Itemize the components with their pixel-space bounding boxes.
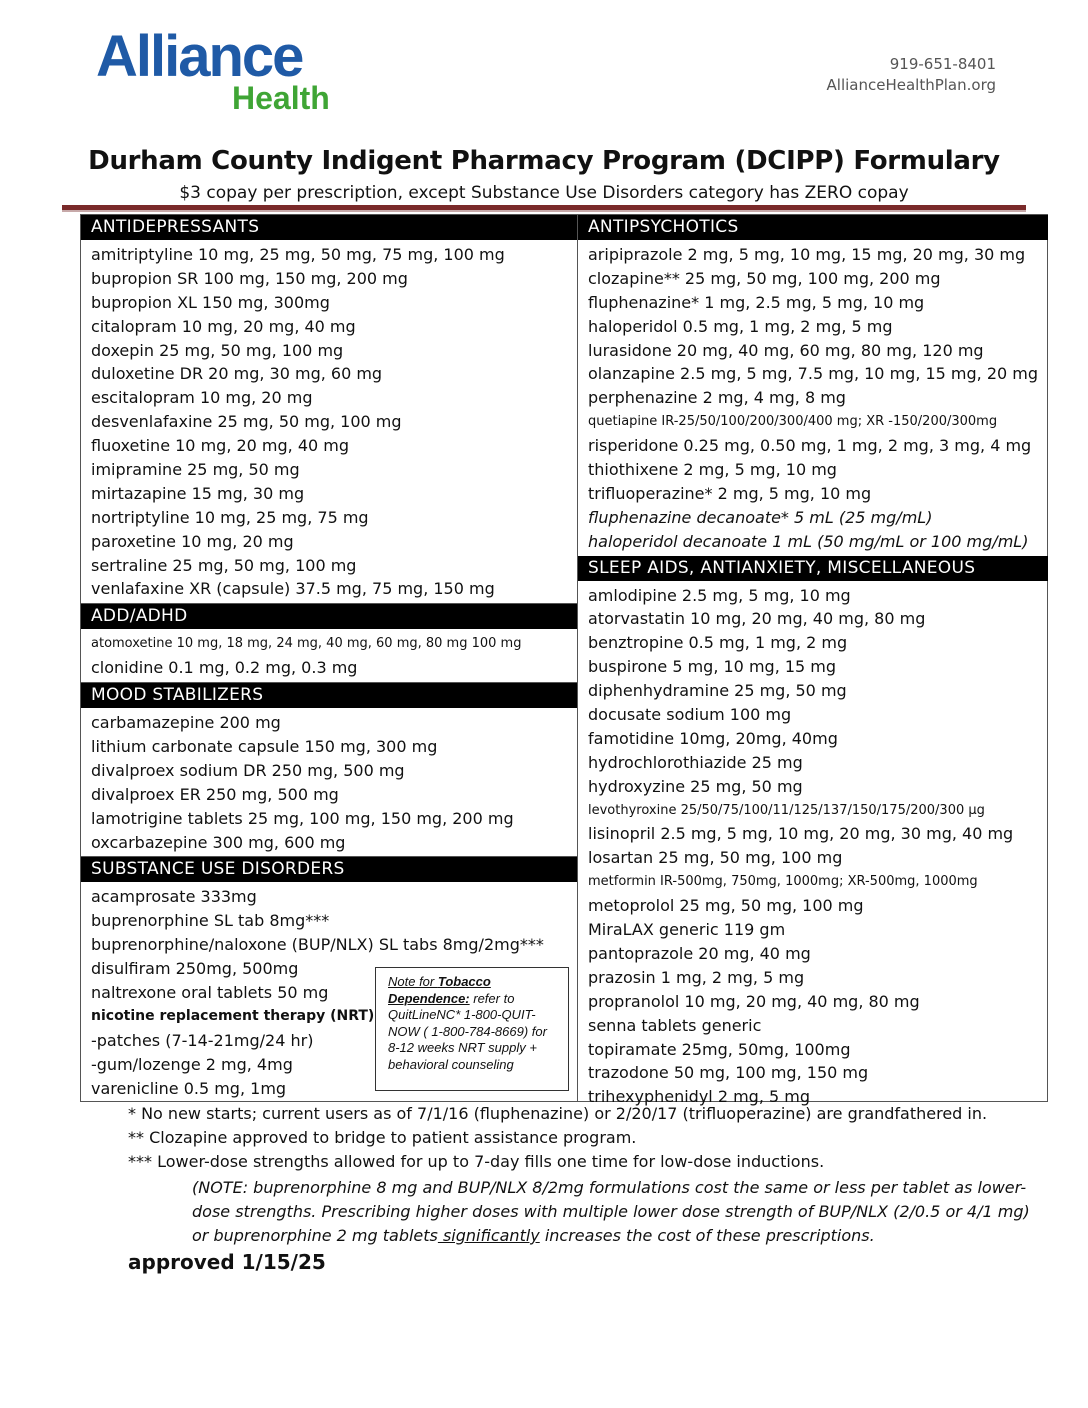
drug-item: clonidine 0.1 mg, 0.2 mg, 0.3 mg [91,658,358,678]
drug-item: docusate sodium 100 mg [588,705,792,725]
drug-item: quetiapine IR-25/50/100/200/300/400 mg; XR -150/200/300mg [588,414,998,430]
drug-item: fluoxetine 10 mg, 20 mg, 40 mg [91,436,350,456]
drug-item: naltrexone oral tablets 50 mg [91,983,329,1003]
approval-date: approved 1/15/25 [128,1250,326,1274]
drug-item: nortriptyline 10 mg, 25 mg, 75 mg [91,507,369,527]
drug-item: -patches (7-14-21mg/24 hr) [91,1030,314,1050]
drug-item: hydrochlorothiazide 25 mg [588,752,803,772]
right-column [577,215,1048,1107]
section-antidepressants [81,215,577,604]
note-emphasis: significantly [437,1226,540,1245]
drug-item: clozapine** 25 mg, 50 mg, 100 mg, 200 mg [588,268,941,288]
drug-item: divalproex ER 250 mg, 500 mg [91,784,339,804]
section-heading: MOOD STABILIZERS [81,683,577,708]
drug-item: buprenorphine SL tab 8mg*** [91,911,330,931]
note-part-b: increases the cost of these prescriptions. [539,1226,875,1245]
drug-item: disulfiram 250mg, 500mg [91,959,299,979]
drug-item: lamotrigine tablets 25 mg, 100 mg, 150 mg, 200 mg [91,808,514,828]
drug-item: atomoxetine 10 mg, 18 mg, 24 mg, 40 mg, 60 mg, 80 mg 100 mg [91,636,522,652]
drug-item: thiothixene 2 mg, 5 mg, 10 mg [588,460,837,480]
section-mood-stabilizers [81,683,577,857]
drug-item: levothyroxine 25/50/75/100/11/125/137/150/175/200/300 µg [588,802,985,818]
section-adhd [81,604,577,683]
section-sleep-misc [578,556,1048,1112]
section-heading: SLEEP AIDS, ANTIANXIETY, MISCELLANEOUS [578,556,1048,581]
footnote-3: *** Lower-dose strengths allowed for up to 7-day fills one time for low-dose inductions. [128,1152,825,1171]
drug-item: losartan 25 mg, 50 mg, 100 mg [588,848,843,868]
drug-list [578,240,1048,556]
alliance-health-logo [96,24,330,116]
section-heading: ANTIDEPRESSANTS [81,215,577,240]
drug-item: trazodone 50 mg, 100 mg, 150 mg [588,1063,869,1083]
drug-item: MiraLAX generic 119 gm [588,920,786,940]
drug-list [81,629,577,682]
drug-item: aripiprazole 2 mg, 5 mg, 10 mg, 15 mg, 20 mg, 30 mg [588,245,1026,264]
drug-item: lisinopril 2.5 mg, 5 mg, 10 mg, 20 mg, 30 mg, 40 mg [588,824,1014,844]
drug-item: buprenorphine/naloxone (BUP/NLX) SL tabs 8mg/2mg*** [91,935,544,955]
section-heading: SUBSTANCE USE DISORDERS [81,857,577,882]
drug-item: paroxetine 10 mg, 20 mg [91,531,294,551]
drug-item: oxcarbazepine 300 mg, 600 mg [91,832,346,852]
drug-item: trifluoperazine* 2 mg, 5 mg, 10 mg [588,483,872,503]
note-text: refer to QuitLineNC* 1-800-QUIT-NOW ( 1-800-784-8669) for 8-12 weeks NRT supply + behavioral counseling [388,990,547,1072]
drug-item: acamprosate 333mg [91,887,257,907]
drug-list [81,240,577,603]
drug-item: nicotine replacement therapy (NRT) [91,1007,375,1024]
drug-item: duloxetine DR 20 mg, 30 mg, 60 mg [91,364,383,384]
tobacco-note-box [375,967,569,1091]
drug-item: amlodipine 2.5 mg, 5 mg, 10 mg [588,585,851,605]
logo-health-text: Health [232,80,330,116]
drug-item: desvenlafaxine 25 mg, 50 mg, 100 mg [91,412,402,432]
contact-info [827,54,996,96]
drug-item: perphenazine 2 mg, 4 mg, 8 mg [588,388,846,408]
note-part-a: (NOTE: buprenorphine 8 mg and BUP/NLX 8/2mg formulations cost the same or less per tablet as lower-dose strengths. Prescribing higher doses with multiple lower dose strength of BUP/NLX (2/0.5 or 4/1 mg) or buprenorphine 2 mg tablets [192,1178,1030,1245]
drug-item: senna tablets generic [588,1015,762,1035]
page-subtitle: $3 copay per prescription, except Substance Use Disorders category has ZERO copay [179,183,909,203]
drug-item: haloperidol 0.5 mg, 1 mg, 2 mg, 5 mg [588,316,893,336]
drug-item: benztropine 0.5 mg, 1 mg, 2 mg [588,633,848,653]
drug-item: hydroxyzine 25 mg, 50 mg [588,776,803,796]
drug-item: lithium carbonate capsule 150 mg, 300 mg [91,737,438,757]
drug-item: varenicline 0.5 mg, 1mg [91,1078,287,1098]
drug-item: sertraline 25 mg, 50 mg, 100 mg [91,555,357,575]
drug-item: amitriptyline 10 mg, 25 mg, 50 mg, 75 mg, 100 mg [91,245,505,264]
drug-list [578,581,1048,1112]
drug-item: divalproex sodium DR 250 mg, 500 mg [91,760,405,780]
header-divider [62,205,1026,212]
drug-item: carbamazepine 200 mg [91,713,281,733]
logo-alliance-text: Alliance [96,24,303,89]
page-title: Durham County Indigent Pharmacy Program (DCIPP) Formulary [88,146,1000,176]
drug-item: propranolol 10 mg, 20 mg, 40 mg, 80 mg [588,991,920,1011]
drug-item: bupropion XL 150 mg, 300mg [91,292,330,312]
drug-item: diphenhydramine 25 mg, 50 mg [588,681,847,701]
drug-item: bupropion SR 100 mg, 150 mg, 200 mg [91,268,408,288]
drug-list [81,708,577,856]
note-lead: Note for [388,974,438,989]
note-bold: Tobacco Dependence: [388,974,491,1006]
footnote-2: ** Clozapine approved to bridge to patient assistance program. [128,1128,637,1147]
drug-item: fluphenazine decanoate* 5 mL (25 mg/mL) [588,507,933,527]
drug-item: famotidine 10mg, 20mg, 40mg [588,728,838,748]
drug-item: metoprolol 25 mg, 50 mg, 100 mg [588,896,864,916]
footnote-note [192,1176,1032,1248]
drug-item: haloperidol decanoate 1 mL (50 mg/mL or 100 mg/mL) [588,531,1029,551]
drug-item: doxepin 25 mg, 50 mg, 100 mg [91,340,344,360]
drug-item: prazosin 1 mg, 2 mg, 5 mg [588,967,805,987]
website-link[interactable]: AllianceHealthPlan.org [826,76,996,94]
drug-item: buspirone 5 mg, 10 mg, 15 mg [588,657,837,677]
drug-item: escitalopram 10 mg, 20 mg [91,388,313,408]
drug-item: risperidone 0.25 mg, 0.50 mg, 1 mg, 2 mg, 3 mg, 4 mg [588,436,1032,456]
drug-item: imipramine 25 mg, 50 mg [91,460,300,480]
drug-item: olanzapine 2.5 mg, 5 mg, 7.5 mg, 10 mg, 15 mg, 20 mg [588,364,1039,384]
drug-item: topiramate 25mg, 50mg, 100mg [588,1039,851,1059]
drug-item: lurasidone 20 mg, 40 mg, 60 mg, 80 mg, 120 mg [588,340,984,360]
drug-item: venlafaxine XR (capsule) 37.5 mg, 75 mg, 150 mg [91,579,495,599]
drug-item: mirtazapine 15 mg, 30 mg [91,483,305,503]
footnote-1: * No new starts; current users as of 7/1/16 (fluphenazine) or 2/20/17 (trifluoperazine) are grandfathered in. [128,1104,988,1123]
formulary-table [80,214,1048,1107]
phone-number: 919-651-8401 [889,55,996,73]
drug-item: -gum/lozenge 2 mg, 4mg [91,1054,293,1074]
section-antipsychotics [578,215,1048,556]
drug-item: fluphenazine* 1 mg, 2.5 mg, 5 mg, 10 mg [588,292,925,312]
drug-item: pantoprazole 20 mg, 40 mg [588,943,811,963]
drug-item: citalopram 10 mg, 20 mg, 40 mg [91,316,356,336]
drug-item: atorvastatin 10 mg, 20 mg, 40 mg, 80 mg [588,609,926,629]
section-heading: ANTIPSYCHOTICS [578,215,1048,240]
drug-item: trihexyphenidyl 2 mg, 5 mg [588,1087,811,1107]
drug-item: metformin IR-500mg, 750mg, 1000mg; XR-500mg, 1000mg [588,874,978,890]
section-heading: ADD/ADHD [81,604,577,629]
